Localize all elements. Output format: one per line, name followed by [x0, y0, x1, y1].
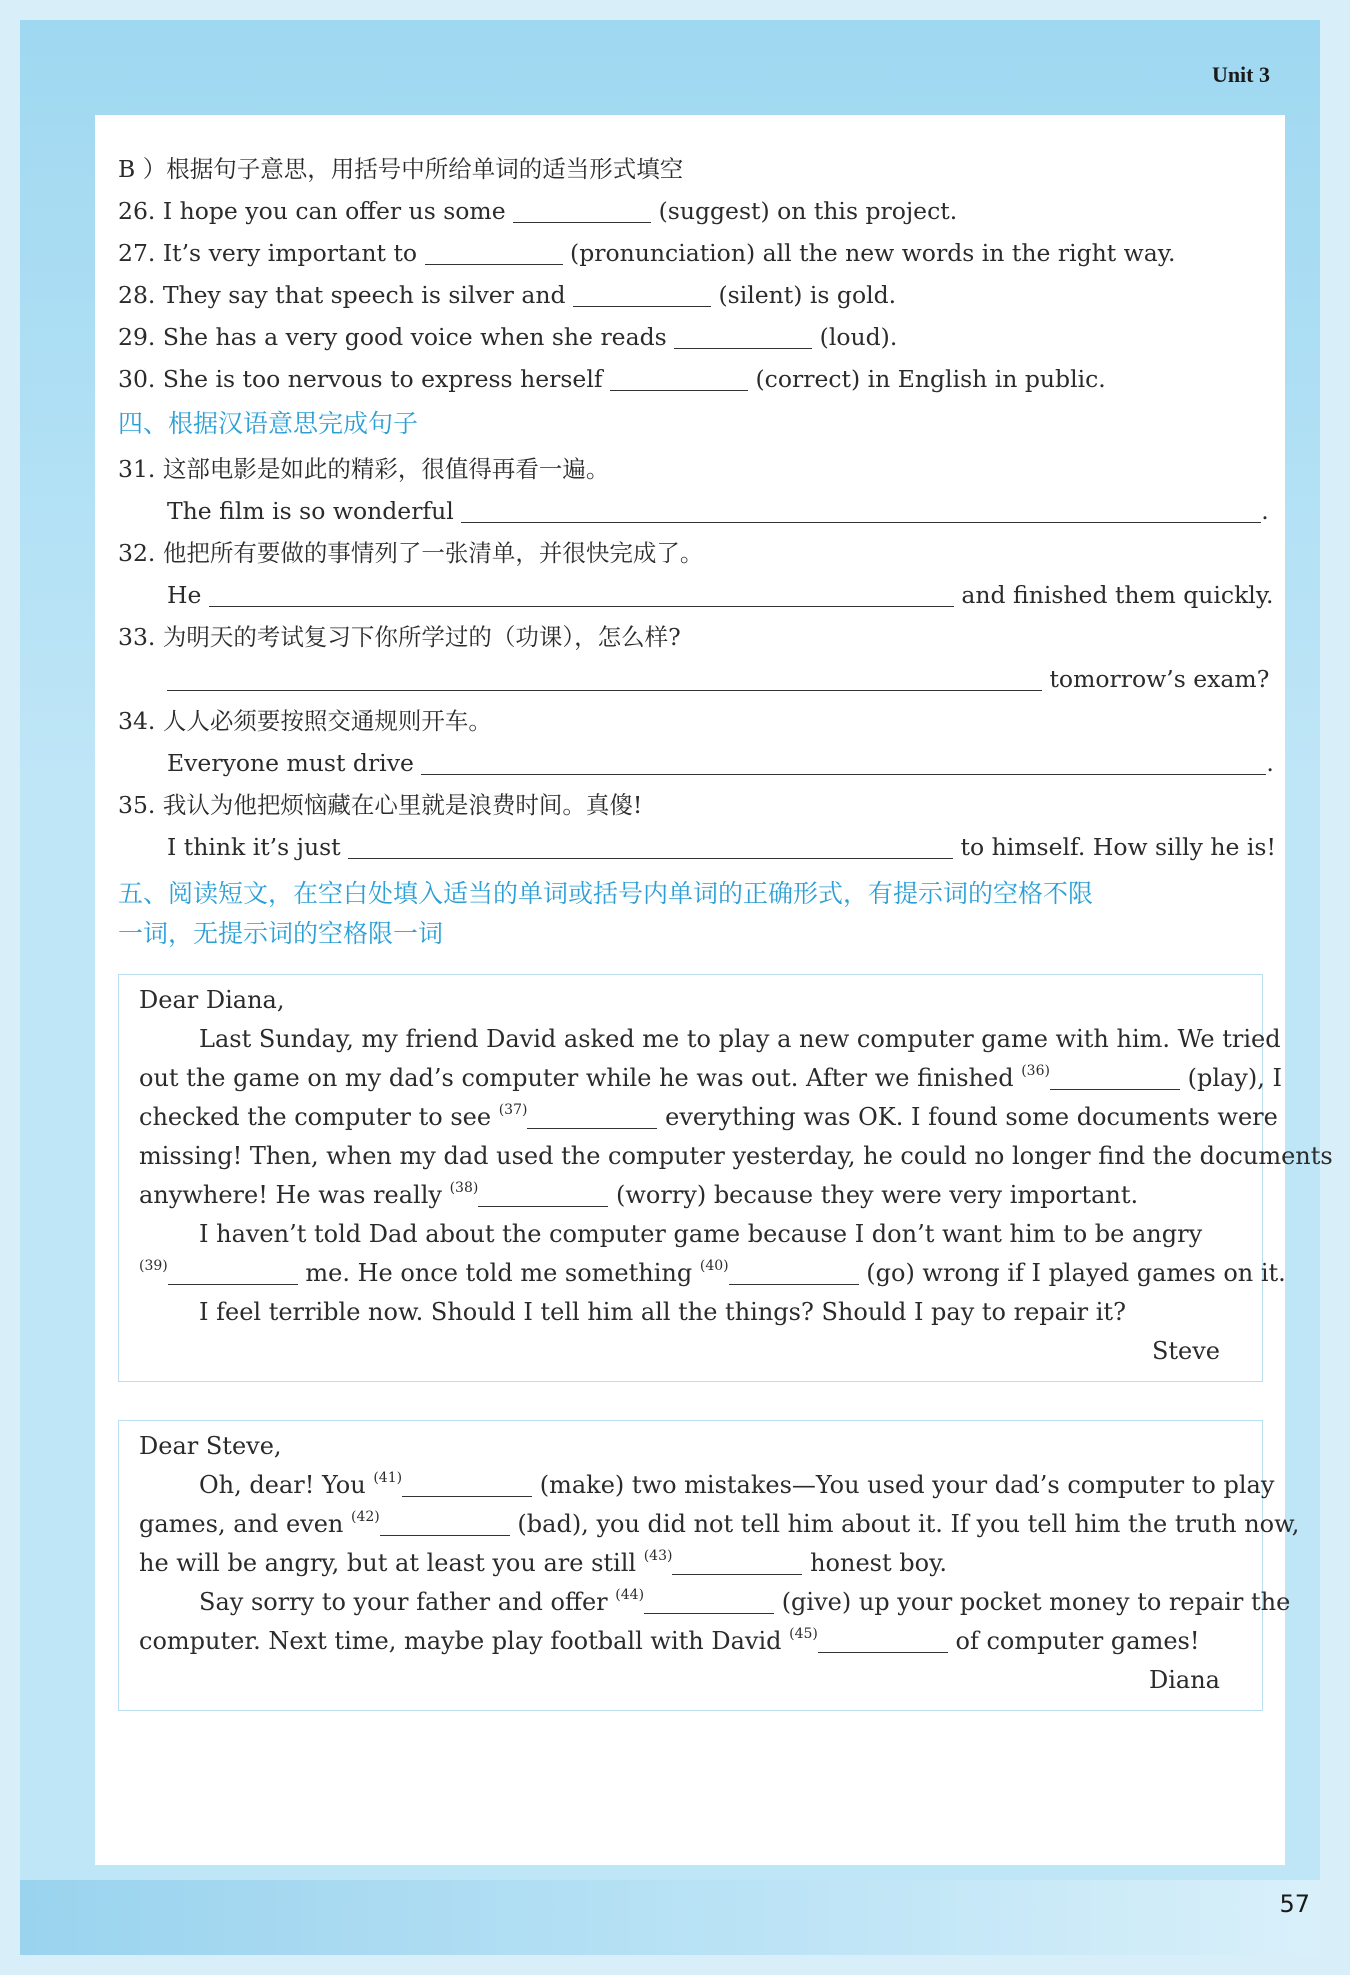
bottom-band	[20, 1880, 1320, 1955]
question-32-zh: 32. 他把所有要做的事情列了一张清单，并很快完成了。	[118, 539, 704, 567]
letter2-greeting: Dear Steve,	[139, 1432, 282, 1460]
section-4-title: 四、根据汉语意思完成句子	[118, 409, 419, 438]
blank-39[interactable]	[168, 1260, 298, 1285]
letter-diana: Dear Steve, Oh, dear! You $^{(41)}$ (make) two mistakes—You used your dad’s computer to play games, and even $^{(42)}$ (bad), you did not tell him about it. If you tell him the truth now, he will be angry, but at least you are still $^{(43)}$ honest boy. Say sorry to your father and offer $^{(44)}$ (give) up your pocket money to repair the computer. Next time, maybe play football with David $^{(45)}$ of computer games! Diana	[118, 1420, 1263, 1711]
blank-33[interactable]	[167, 666, 1042, 691]
question-34-en: Everyone must drive .	[167, 749, 1274, 777]
blank-36[interactable]	[1050, 1065, 1180, 1090]
blank-29[interactable]	[674, 324, 812, 349]
page-number: 57	[1279, 1890, 1310, 1918]
blank-34[interactable]	[421, 750, 1266, 775]
blank-41[interactable]	[402, 1472, 532, 1497]
question-31-en: The film is so wonderful .	[167, 497, 1269, 525]
question-33-zh: 33. 为明天的考试复习下你所学过的（功课），怎么样?	[118, 623, 681, 651]
blank-38[interactable]	[478, 1182, 608, 1207]
letter-steve: Dear Diana, Last Sunday, my friend David asked me to play a new computer game with him. We tried out the game on my dad’s computer while he was out. After we finished $^{(36)}$ (play), I checked the computer to see $^{(37)}$ everything was OK. I found some documents were missing! Then, when my dad used the computer yesterday, he could no longer find the documents anywhere! He was really $^{(38)}$ (worry) because they were very important. I haven’t told Dad about the computer game because I don’t want him to be angry $^{(39)}$ me. He once told me something $^{(40)}$ (go) wrong if I played games on it. I feel terrible now. Should I tell him all the things? Should I pay to repair it? Steve	[118, 974, 1263, 1382]
blank-31[interactable]	[461, 498, 1261, 523]
question-28: 28. They say that speech is silver and (silent) is gold.	[118, 281, 897, 309]
letter1-greeting: Dear Diana,	[139, 986, 285, 1014]
unit-label: Unit 3	[1211, 62, 1270, 87]
blank-28[interactable]	[573, 282, 711, 307]
letter1-signature: Steve	[1151, 1337, 1220, 1365]
question-31-zh: 31. 这部电影是如此的精彩，很值得再看一遍。	[118, 455, 610, 483]
blank-35[interactable]	[348, 834, 953, 859]
blank-27[interactable]	[425, 240, 563, 265]
section-5-title: 五、阅读短文，在空白处填入适当的单词或括号内单词的正确形式，有提示词的空格不限 一词，无提示词的空格限一词	[118, 879, 1094, 948]
question-29: 29. She has a very good voice when she reads (loud).	[118, 323, 898, 351]
blank-43[interactable]	[672, 1550, 802, 1575]
question-33-en: tomorrow’s exam?	[118, 658, 1263, 700]
question-35-en: I think it’s just to himself. How silly he is!	[167, 833, 1276, 861]
question-32-en: He and finished them quickly.	[167, 581, 1274, 609]
blank-30[interactable]	[610, 366, 748, 391]
question-27: 27. It’s very important to (pronunciation) all the new words in the right way.	[118, 239, 1176, 267]
blank-37[interactable]	[527, 1104, 657, 1129]
blank-44[interactable]	[644, 1589, 774, 1614]
section-b-title: B ）根据句子意思，用括号中所给单词的适当形式填空	[118, 155, 684, 183]
blank-26[interactable]	[513, 198, 651, 223]
question-34-zh: 34. 人人必须要按照交通规则开车。	[118, 707, 492, 735]
blank-40[interactable]	[729, 1260, 859, 1285]
question-30: 30. She is too nervous to express herself (correct) in English in public.	[118, 365, 1106, 393]
letter2-signature: Diana	[1149, 1666, 1220, 1694]
blank-32[interactable]	[209, 582, 954, 607]
blank-45[interactable]	[818, 1628, 948, 1653]
question-35-zh: 35. 我认为他把烦恼藏在心里就是浪费时间。真傻!	[118, 791, 643, 819]
question-26: 26. I hope you can offer us some (suggest) on this project.	[118, 197, 958, 225]
worksheet-content	[118, 148, 1333, 1711]
blank-42[interactable]	[380, 1511, 510, 1536]
